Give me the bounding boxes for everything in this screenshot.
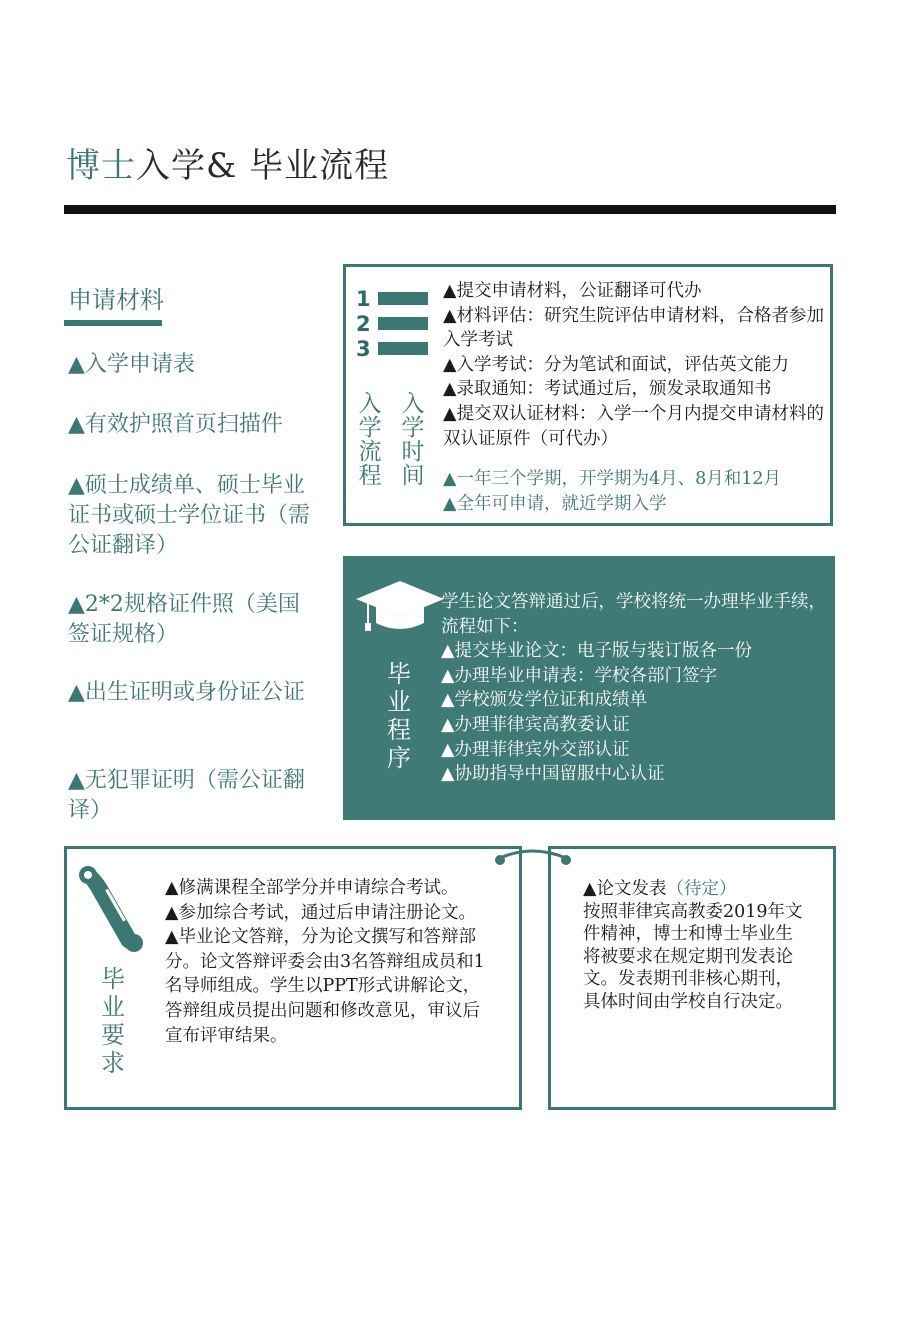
graduation-step: ▲协助指导中国留服中心认证 [441,764,665,785]
numbered-list-icon-bar [378,317,428,330]
admission-step: ▲提交双认证材料：入学一个月内提交申请材料的双认证原件（可代办） [443,403,824,449]
step-number: 3 [356,337,371,361]
graduation-cap-icon [354,577,446,637]
graduation-requirements-text [165,876,497,1048]
materials-heading: 申请材料 [68,286,164,314]
numbered-list-icon-bar [378,342,428,355]
time-note: ▲全年可申请，就近学期入学 [443,493,667,514]
graduation-intro: 学生论文答辩通过后，学校将统一办理毕业手续，流程如下： [441,592,826,637]
admission-step: ▲提交申请材料，公证翻译可代办 [443,281,702,301]
publication-body: 按照菲律宾高教委2019年文件精神，博士和博士毕业生将被要求在规定期刊发表论文。发表期刊非核心期刊，具体时间由学校自行决定。 [583,901,803,1012]
graduation-step: ▲提交毕业论文：电子版与装订版各一份 [441,641,752,662]
graduation-requirements-label: 毕业要求 [101,965,125,1077]
requirement-item: ▲修满课程全部学分并申请综合考试。 [165,878,459,898]
admission-time-label: 入学时间 [401,391,425,489]
numbered-list-icon-bar [378,292,428,305]
requirement-item: ▲参加综合考试，通过后申请注册论文。 [165,902,476,923]
material-item: ▲无犯罪证明（需公证翻译） [68,768,305,823]
graduation-step: ▲学校颁发学位证和成绩单 [441,690,647,711]
material-item: ▲有效护照首页扫描件 [68,412,283,437]
admission-step: ▲材料评估：研究生院评估申请材料，合格者参加入学考试 [443,305,824,351]
admission-steps [443,279,829,451]
material-item: ▲硕士成绩单、硕士毕业证书或硕士学位证书（需公证翻译） [68,473,311,558]
publication-title: ▲论文发表 [583,879,667,899]
graduation-step: ▲办理菲律宾外交部认证 [441,739,630,760]
graduation-process-text [441,590,829,787]
admission-flow-label: 入学流程 [358,391,382,489]
step-number: 2 [356,312,371,336]
diploma-scroll-icon [76,857,146,957]
header-divider [64,205,836,214]
admission-time-notes [443,467,829,516]
time-note: ▲一年三个学期，开学期为4月、8月和12月 [443,469,781,489]
step-number: 1 [356,287,371,311]
title-part-2: 入学& 毕业流程 [136,146,390,186]
page-title [66,138,389,187]
admission-step: ▲录取通知：考试通过后，颁发录取通知书 [443,379,772,400]
materials-heading-underline [64,320,162,326]
graduation-step: ▲办理菲律宾高教委认证 [441,714,630,735]
admission-step: ▲入学考试：分为笔试和面试，评估英文能力 [443,354,789,375]
requirement-item: ▲毕业论文答辩，分为论文撰写和答辩部分。论文答辩评委会由3名答辩组成员和1名导师组成。学生以PPT形式讲解论文，答辩组成员提出问题和修改意见，审议后宣布评审结果。 [165,927,485,1046]
publication-text [583,878,803,1013]
publication-status: （待定） [666,879,737,899]
material-item: ▲入学申请表 [68,352,195,377]
graduation-process-label: 毕业程序 [387,660,411,772]
graduation-step: ▲办理毕业申请表：学校各部门签字 [441,665,717,686]
material-item: ▲2*2规格证件照（美国签证规格） [68,592,300,647]
material-item: ▲出生证明或身份证公证 [68,680,305,705]
title-part-1: 博士 [66,146,136,186]
